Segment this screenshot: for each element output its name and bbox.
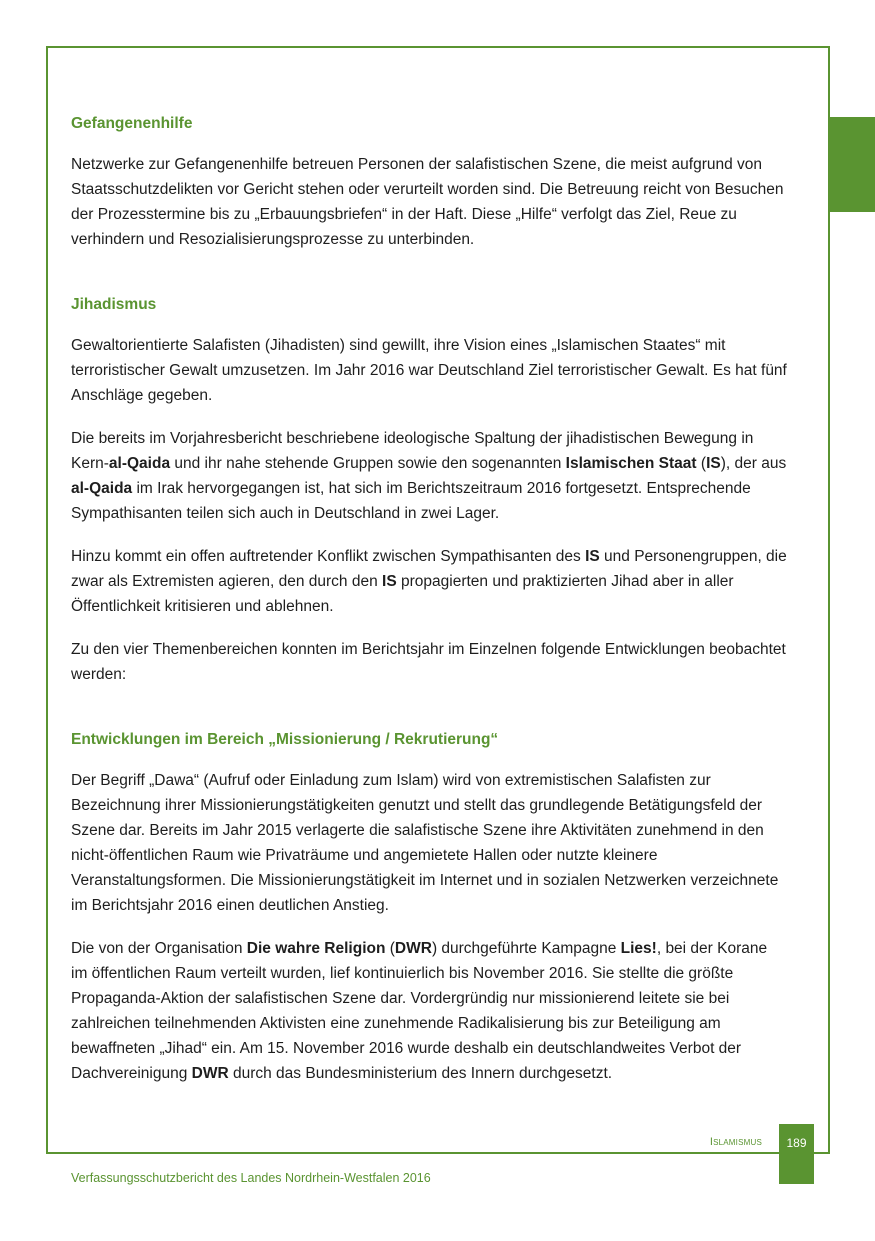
chapter-tab-marker (829, 117, 875, 212)
text-run: ) durchgeführte Kampagne (431, 940, 621, 957)
body-paragraph (71, 637, 787, 687)
text-run: , bei der Korane im öffentlichen Raum verteilt wurden, lief kontinuierlich bis November 2016. Sie stellte die größte Propaganda-Aktion der salafistischen Szene dar. Vordergründig nur missionierend leitete sie bei zahlreichen teilnehmenden Aktivisten eine zunehmende Radikalisierung bis zur Beteiligung am bewaffneten „Jihad“ ein. Am 15. November 2016 wurde deshalb ein deutschlandweites Verbot der Dachvereinigung (71, 940, 768, 1082)
body-paragraph (71, 333, 787, 408)
page-number-box (779, 1124, 814, 1184)
bold-term: DWR (394, 940, 432, 957)
bold-term: DWR (191, 1065, 229, 1082)
text-run: propagierten und praktizierten Jihad aber in aller Öffentlichkeit kritisieren und ablehnen. (71, 573, 734, 615)
text-run: Hinzu kommt ein offen auftretender Konflikt zwischen Sympathisanten des (71, 548, 586, 565)
text-run: und Personengruppen, die zwar als Extremisten agieren, den durch den (71, 548, 787, 590)
page-number: 189 (786, 1136, 807, 1150)
publication-title: Verfassungsschutzbericht des Landes Nordrhein-Westfalen 2016 (71, 1171, 431, 1185)
bold-term: al-Qaida (71, 480, 133, 497)
text-run: Die bereits im Vorjahresbericht beschriebene ideologische Spaltung der jihadistischen Bewegung in Kern- (71, 430, 754, 472)
bold-term: IS (382, 573, 397, 590)
bold-term: IS (706, 455, 721, 472)
text-run: im Irak hervorgegangen ist, hat sich im Berichtszeitraum 2016 fortgesetzt. Entsprechende Sympathisanten teilen sich auch in Deutschland in zwei Lager. (71, 480, 751, 522)
text-run: Der Begriff „Dawa“ (Aufruf oder Einladung zum Islam) wird von extremistischen Salafisten zur Bezeichnung ihrer Missionierungstätigkeiten genutzt und stellt das grundlegende Betätigungsfeld der Szene dar. Bereits im Jahr 2015 verlagerte die salafistische Szene ihre Aktivitäten zunehmend in den nicht-öffentlichen Raum wie Privaträume und angemietete Hallen oder nutzte kleinere Veranstaltungsformen. Die Missionierungstätigkeit im Internet und in sozialen Netzwerken verzeichnete im Berichtsjahr 2016 einen deutlichen Anstieg. (71, 772, 779, 914)
bold-term: al-Qaida (108, 455, 171, 472)
bold-term: Islamischen Staat (565, 455, 697, 472)
bold-term: Lies! (620, 940, 657, 957)
section-heading: Gefangenenhilfe (71, 115, 193, 132)
section-gap (71, 270, 787, 294)
text-run: durch das Bundesministerium des Innern durchgesetzt. (228, 1065, 613, 1082)
body-paragraph (71, 152, 787, 252)
body-paragraph (71, 768, 787, 918)
text-run: Gewaltorientierte Salafisten (Jihadisten) sind gewillt, ihre Vision eines „Islamischen Staates“ mit terroristischer Gewalt umzusetzen. Im Jahr 2016 war Deutschland Ziel terroristischer Gewalt. Es hat fünf Anschläge gegeben. (71, 337, 787, 404)
body-paragraph (71, 936, 787, 1086)
bold-term: Die wahre Religion (246, 940, 386, 957)
text-run: ( (696, 455, 707, 472)
text-run: ), der aus (720, 455, 787, 472)
section-heading: Entwicklungen im Bereich „Missionierung / Rekrutierung“ (71, 731, 499, 748)
body-paragraph (71, 426, 787, 526)
text-run: Zu den vier Themenbereichen konnten im Berichtsjahr im Einzelnen folgende Entwicklungen beobachtet werden: (71, 641, 786, 683)
body-paragraph (71, 544, 787, 619)
section-gap (71, 705, 787, 729)
footer-section-label: Islamismus (709, 1136, 762, 1148)
text-run: Netzwerke zur Gefangenenhilfe betreuen Personen der salafistischen Szene, die meist aufgrund von Staatsschutzdelikten vor Gericht stehen oder verurteilt worden sind. Die Betreuung reicht von Besuchen der Prozesstermine bis zu „Erbauungsbriefen“ in der Haft. Diese „Hilfe“ verfolgt das Ziel, Reue zu verhindern und Resozialisierungsprozesse zu unterbinden. (71, 156, 784, 248)
bold-term: IS (585, 548, 600, 565)
text-run: ( (385, 940, 395, 957)
main-content (71, 113, 787, 1104)
text-run: Die von der Organisation (71, 940, 247, 957)
text-run: und ihr nahe stehende Gruppen sowie den sogenannten (170, 455, 566, 472)
section-heading: Jihadismus (71, 296, 157, 313)
